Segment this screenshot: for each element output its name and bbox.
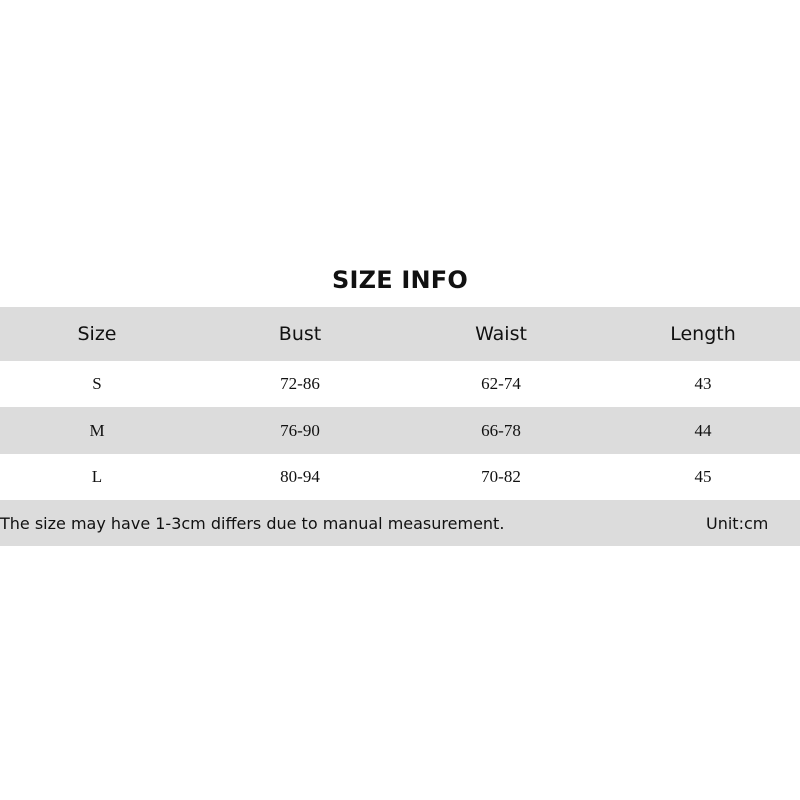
table-row	[0, 361, 800, 407]
table-row	[0, 454, 800, 500]
size-cell: L	[91, 467, 103, 486]
size-cell: M	[89, 420, 105, 440]
measurement-note-row	[0, 500, 800, 546]
table-header-row	[0, 307, 800, 361]
size-cell: S	[92, 374, 102, 393]
header-bust: Bust	[278, 323, 322, 345]
measurement-note: The size may have 1-3cm differs due to manual measurement.	[0, 513, 505, 533]
header-waist: Waist	[475, 323, 527, 345]
unit-label: Unit:cm	[706, 513, 769, 533]
length-cell: 43	[694, 374, 712, 393]
bust-cell: 76-90	[280, 420, 320, 440]
waist-cell: 66-78	[481, 420, 521, 440]
header-length: Length	[670, 323, 736, 345]
waist-cell: 62-74	[481, 374, 521, 393]
waist-cell: 70-82	[481, 467, 521, 486]
bust-cell: 72-86	[280, 374, 320, 393]
length-cell: 45	[694, 467, 712, 486]
bust-cell: 80-94	[280, 467, 320, 486]
header-size: Size	[77, 323, 117, 345]
page-title: SIZE INFO	[332, 266, 468, 294]
table-row	[0, 407, 800, 454]
length-cell: 44	[694, 420, 712, 440]
